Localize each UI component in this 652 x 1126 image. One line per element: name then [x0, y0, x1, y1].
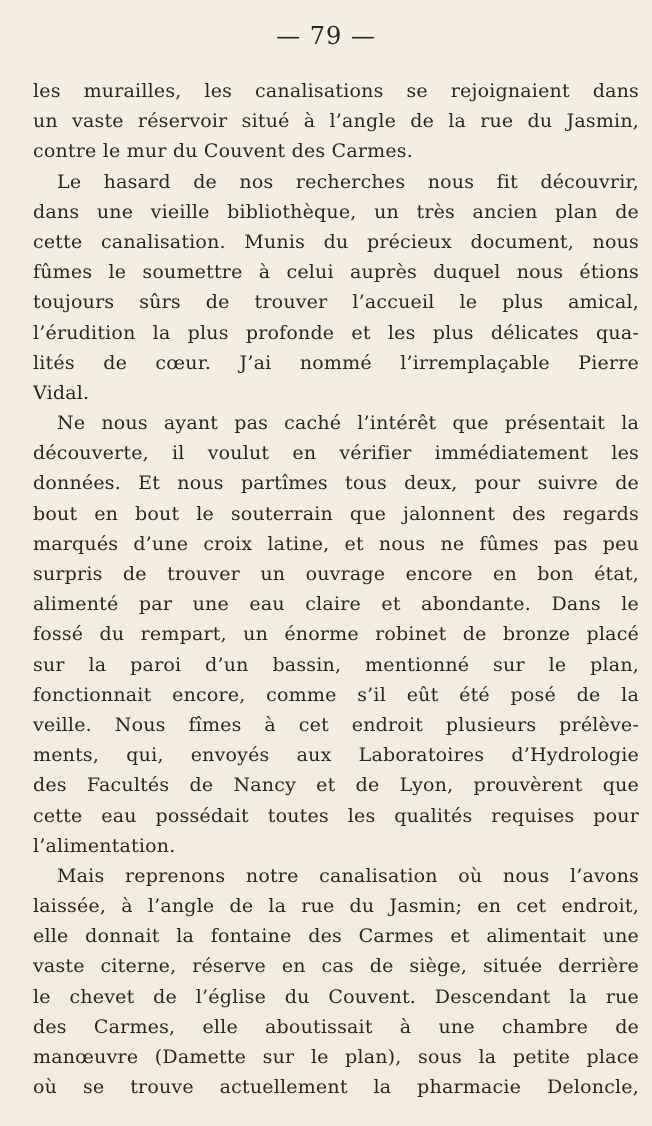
text-line: l’alimentation.	[33, 834, 176, 857]
text-line: l’érudition la plus profonde et les plus délicates qua-	[33, 321, 639, 344]
text-line: où se trouve actuellement la pharmacie Deloncle,	[33, 1076, 639, 1099]
text-line: marqués d’une croix latine, et nous ne fûmes pas peu	[33, 532, 639, 555]
text-line: sur la paroi d’un bassin, mentionné sur le plan,	[33, 653, 639, 676]
text-line: laissée, à l’angle de la rue du Jasmin; en cet endroit,	[33, 895, 639, 918]
text-line: fossé du rempart, un énorme robinet de bronze placé	[33, 623, 639, 646]
text-line: dans une vieille bibliothèque, un très ancien plan de	[33, 200, 639, 223]
text-line: surpris de trouver un ouvrage encore en bon état,	[33, 563, 639, 585]
text-line: elle donnait la fontaine des Carmes et alimentait une	[33, 925, 639, 948]
text-line: fûmes le soumettre à celui auprès duquel nous étions	[33, 261, 639, 284]
text-line: Le hasard de nos recherches nous fit découvrir,	[57, 170, 639, 193]
text-line: un vaste réservoir situé à l’angle de la rue du Jasmin,	[33, 110, 639, 133]
text-line: contre le mur du Couvent des Carmes.	[33, 140, 413, 163]
text-line: Mais reprenons notre canalisation où nous l’avons	[57, 864, 639, 887]
text-line: manœuvre (Damette sur le plan), sous la petite place	[33, 1046, 639, 1068]
text-line: Vidal.	[33, 381, 90, 404]
text-line: bout en bout le souterrain que jalonnent des regards	[33, 502, 639, 525]
text-line: cette canalisation. Munis du précieux document, nous	[33, 230, 639, 253]
text-line: alimenté par une eau claire et abondante. Dans le	[33, 593, 639, 616]
text-line: les murailles, les canalisations se rejoignaient dans	[33, 80, 639, 102]
text-line: des Facultés de Nancy et de Lyon, prouvèrent que	[33, 774, 639, 797]
text-line: données. Et nous partîmes tous deux, pour suivre de	[33, 472, 639, 495]
text-line: Ne nous ayant pas caché l’intérêt que présentait la	[57, 412, 639, 435]
text-line: des Carmes, elle aboutissait à une chambre de	[33, 1015, 639, 1038]
body-text	[33, 76, 639, 1102]
text-line: le chevet de l’église du Couvent. Descendant la rue	[33, 985, 639, 1008]
text-line: découverte, il voulut en vérifier immédiatement les	[33, 442, 639, 465]
text-line: ments, qui, envoyés aux Laboratoires d’Hydrologie	[33, 744, 639, 767]
text-line: veille. Nous fîmes à cet endroit plusieurs prélève-	[33, 713, 639, 736]
text-line: cette eau possédait toutes les qualités requises pour	[33, 804, 639, 827]
text-line: lités de cœur. J’ai nommé l’irremplaçable Pierre	[33, 351, 639, 374]
text-line: toujours sûrs de trouver l’accueil le plus amical,	[33, 291, 639, 314]
page-number: — 79 —	[276, 22, 376, 50]
text-line: fonctionnait encore, comme s’il eût été posé de la	[33, 683, 639, 706]
text-line: vaste citerne, réserve en cas de siège, située derrière	[33, 955, 639, 978]
